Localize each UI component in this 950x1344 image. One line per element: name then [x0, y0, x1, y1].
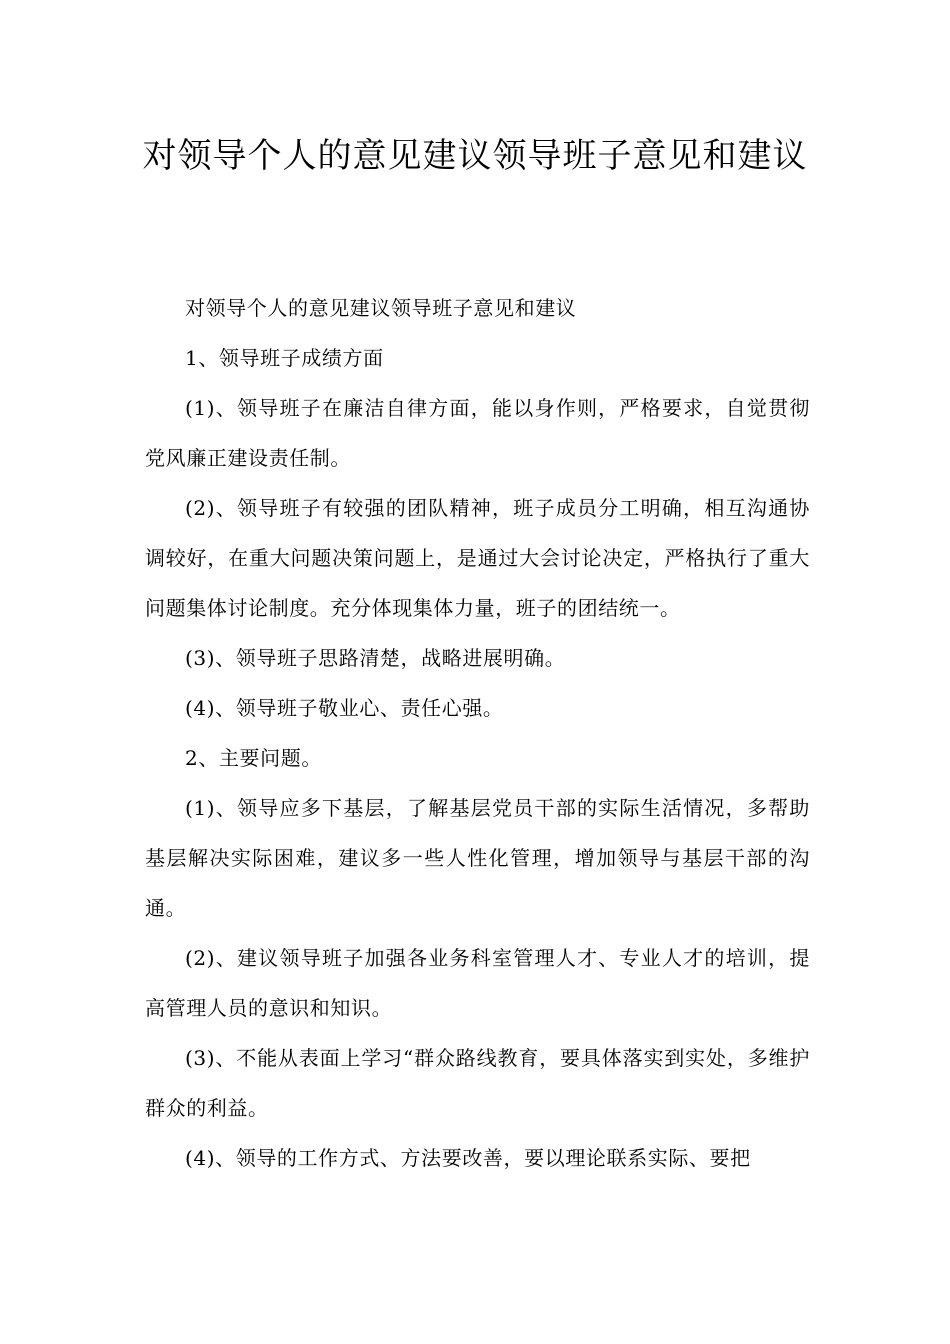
section-2-item-1: (1)、领导应多下基层，了解基层党员干部的实际生活情况，多帮助基层解决实际困难，建议多一些人性化管理，增加领导与基层干部的沟通。	[145, 796, 810, 920]
document-title: 对领导个人的意见建议领导班子意见和建议	[142, 136, 808, 176]
section-2-item-2: (2)、建议领导班子加强各业务科室管理人才、专业人才的培训，提高管理人员的意识和知识。	[145, 946, 810, 1020]
section-1-item-3: (3)、领导班子思路清楚，战略进展明确。	[185, 646, 566, 670]
section-1-heading: 1、领导班子成绩方面	[185, 346, 384, 370]
section-2-heading: 2、主要问题。	[185, 746, 322, 770]
paragraph-heading: 对领导个人的意见建议领导班子意见和建议	[185, 296, 577, 320]
section-2-item-3: (3)、不能从表面上学习“群众路线教育，要具体落实到实处，多维护群众的利益。	[145, 1046, 810, 1120]
section-1-item-2: (2)、领导班子有较强的团队精神，班子成员分工明确，相互沟通协调较好，在重大问题决策问题上，是通过大会讨论决定，严格执行了重大问题集体讨论制度。充分体现集体力量，班子的团结统一。	[145, 496, 810, 620]
section-1-item-1: (1)、领导班子在廉洁自律方面，能以身作则，严格要求，自觉贯彻党风廉正建设责任制。	[145, 396, 810, 470]
section-1-item-4: (4)、领导班子敬业心、责任心强。	[185, 696, 504, 720]
section-2-item-4: (4)、领导的工作方式、方法要改善，要以理论联系实际、要把	[185, 1146, 751, 1170]
document-body	[145, 283, 810, 1183]
